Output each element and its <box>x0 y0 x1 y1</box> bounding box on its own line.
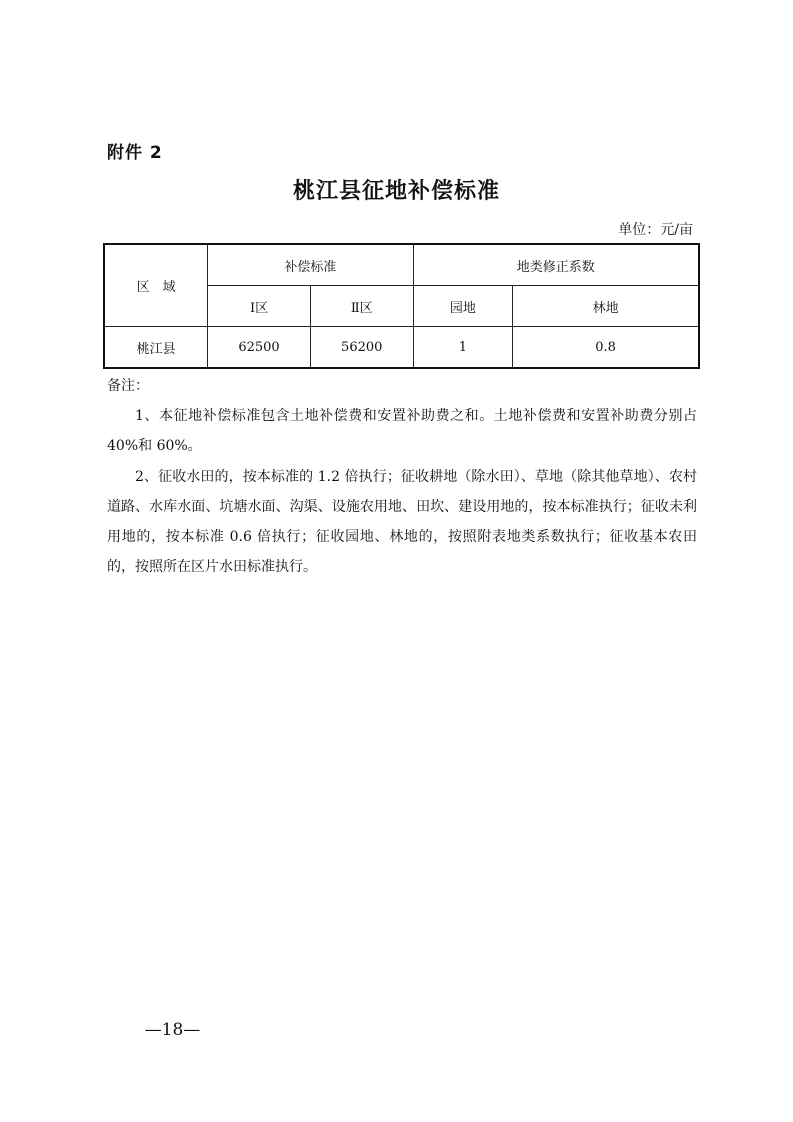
zone2-value: 56200 <box>310 327 413 369</box>
zone1-value: 62500 <box>208 327 311 369</box>
garden-value: 1 <box>413 327 513 369</box>
note-item-1: 1、本征地补偿标准包含土地补偿费和安置补助费之和。土地补偿费和安置补助费分别占 40%和 60%。 <box>107 408 697 454</box>
document-title: 桃江县征地补偿标准 <box>292 178 500 204</box>
region-cell: 桃江县 <box>104 327 208 369</box>
compensation-standard-header: 补偿标准 <box>208 244 413 286</box>
zone1-header: Ⅰ区 <box>208 286 311 327</box>
forest-value: 0.8 <box>513 327 699 369</box>
attachment-label: 附件 2 <box>107 143 163 163</box>
forest-header: 林地 <box>513 286 699 327</box>
note-item-2: 2、征收水田的，按本标准的 1.2 倍执行；征收耕地（除水田）、草地（除其他草地）、农村道路、水库水面、坑塘水面、沟渠、设施农用地、田坎、建设用地的，按本标准执行；征收未利用地的，按本标准 0.6 倍执行；征收园地、林地的，按照附表地类系数执行；征收基本农田的，按照所在区片水田标准执行。 <box>107 469 697 575</box>
garden-header: 园地 <box>413 286 513 327</box>
table-header-row <box>104 244 699 286</box>
compensation-table <box>103 243 700 369</box>
table-row <box>104 327 699 369</box>
zone2-header: Ⅱ区 <box>310 286 413 327</box>
page-number: —18— <box>144 1020 201 1040</box>
notes-heading: 备注： <box>107 378 149 394</box>
land-coefficient-header: 地类修正系数 <box>413 244 699 286</box>
region-header: 区 域 <box>104 244 208 327</box>
unit-label: 单位：元/亩 <box>618 222 693 238</box>
